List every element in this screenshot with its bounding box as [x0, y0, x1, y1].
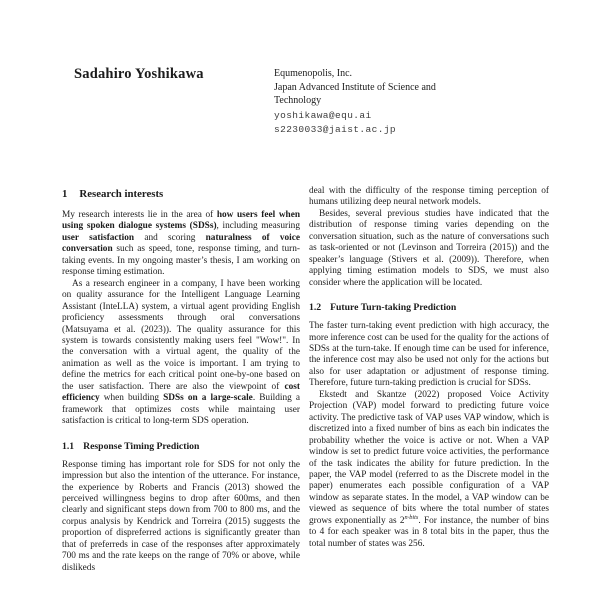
section-title: Future Turn-taking Prediction [330, 302, 457, 314]
two-column-body [62, 186, 549, 574]
paragraph [62, 460, 300, 575]
email-address: yoshikawa@equ.ai [274, 109, 372, 121]
paragraph [309, 209, 549, 289]
superscript-text: n·bits [404, 513, 419, 521]
emphasized-text: naturalness of voice conversation [62, 232, 300, 255]
text-run: As a research engineer in a company, I have been working on quality assurance for the Intelligent Language Learning Assistant (InteLLA) system, a virtual agent providing English proficiency assessments through oral conversations (Matsuyama et al. (2023)). The quality assurance for this system is towards consistently making users feel "Wow!". In the conversation with a virtual agent, the quality of the animation as well as the voice is important. I am trying to define the metrics for each critical point one-by-one based on the user satisfaction. There are also the viewpoint of [62, 278, 300, 392]
text-run: Ekstedt and Skantze (2022) proposed Voice Activity Projection (VAP) model forward to predicting future voice activity. The predictive task of VAP uses VAP window, which is discretized into a fixed number of bins as each bin indicates the probability whether the voice is active or not. When a VAP window is set to predict future voice activities, the performance of the task indicates the ability for future prediction. In the paper, the VAP model (referred to as the Discrete model in the paper) enumerates each possible configuration of a VAP window as separate states. In the model, a VAP window can be viewed as sequence of bits where the total number of states grows exponentially as 2 [309, 389, 549, 526]
text-run: Besides, several previous studies have indicated that the distribution of response timing varies depending on the conversation situation, such as the nature of conversations such as task-oriented or not (Levinson and Torreira (2015)) and the speaker’s language (Stivers et al. (2009)). Therefore, when applying timing estimation models to SDS, we must also consider where the application will be located. [309, 208, 549, 288]
paragraph [62, 279, 300, 428]
text-run: . Building a framework that optimizes costs while maintaing user satisfaction is critical to long-term SDS operation. [62, 393, 300, 427]
text-run: , including measuring [216, 221, 300, 232]
author-name: Sadahiro Yoshikawa [74, 66, 204, 82]
section-heading-1.2 [309, 302, 549, 313]
section-number: 1 [62, 188, 68, 200]
text-run: such as speed, tone, response timing, and turn-taking events. In my ongoing master’s thesis, I am working on response timing estimation. [62, 244, 300, 278]
text-run: The faster turn-taking event prediction with high accuracy, the more inference cost can be used for the quality for the actions of SDSs at the turn-take. If enough time can be used for inference, the inference cost may also be used not only for the actions but also for user adaptation or adjustment of response timing. Therefore, future turn-taking prediction is crucial for SDSs. [309, 321, 549, 389]
section-title: Response Timing Prediction [83, 440, 200, 452]
affiliation-company: Equmenopolis, Inc. [274, 68, 353, 79]
text-run: deal with the difficulty of the response timing perception of humans utilizing deep neural network models. [309, 186, 549, 208]
affiliation-institute: Japan Advanced Institute of Science and Technology [274, 81, 436, 107]
text-run: Response timing has important role for SDS for not only the impression but also the intention of the utterance. For instance, the experience by Roberts and Francis (2013) showed the perceived willingness begins to drop after 600ms, and then clearly and significant steps down from 700 to 800 ms, and the corpus analysis by Kendrick and Torreira (2015) suggests the proportion of dispreferred actions is significantly greater than that of preferreds in case of the responses after approximately 700 ms and the rate keeps on the range of 70% or above, while dislikeds [62, 459, 300, 573]
emphasized-text: how users feel when using spoken dialogue systems (SDSs) [62, 210, 300, 232]
paragraph [62, 210, 300, 279]
emphasized-text: user satisfaction [62, 232, 135, 243]
paragraph [309, 186, 549, 209]
text-run: when building [99, 393, 164, 404]
emphasized-text: SDSs on a large-scale [163, 393, 253, 404]
text-run: . For instance, the number of bins to 4 for each speaker was in 8 total bits in the paper, thus the total number of states was 256. [309, 515, 549, 549]
emphasized-text: cost efficiency [62, 381, 300, 404]
section-number: 1.2 [309, 302, 322, 314]
paragraph [309, 321, 549, 390]
left-column [62, 186, 300, 574]
text-run: My research interests lie in the area of [62, 210, 217, 220]
text-run: and scoring [134, 232, 206, 243]
section-number: 1.1 [62, 440, 75, 452]
section-title: Research interests [79, 188, 164, 200]
email-block [274, 109, 474, 137]
right-column [309, 186, 549, 574]
paragraph [309, 390, 549, 550]
affiliation-block [274, 67, 474, 137]
section-heading-1.1 [62, 441, 300, 452]
email-address: s2230033@jaist.ac.jp [274, 123, 397, 135]
section-heading-1 [62, 188, 300, 200]
